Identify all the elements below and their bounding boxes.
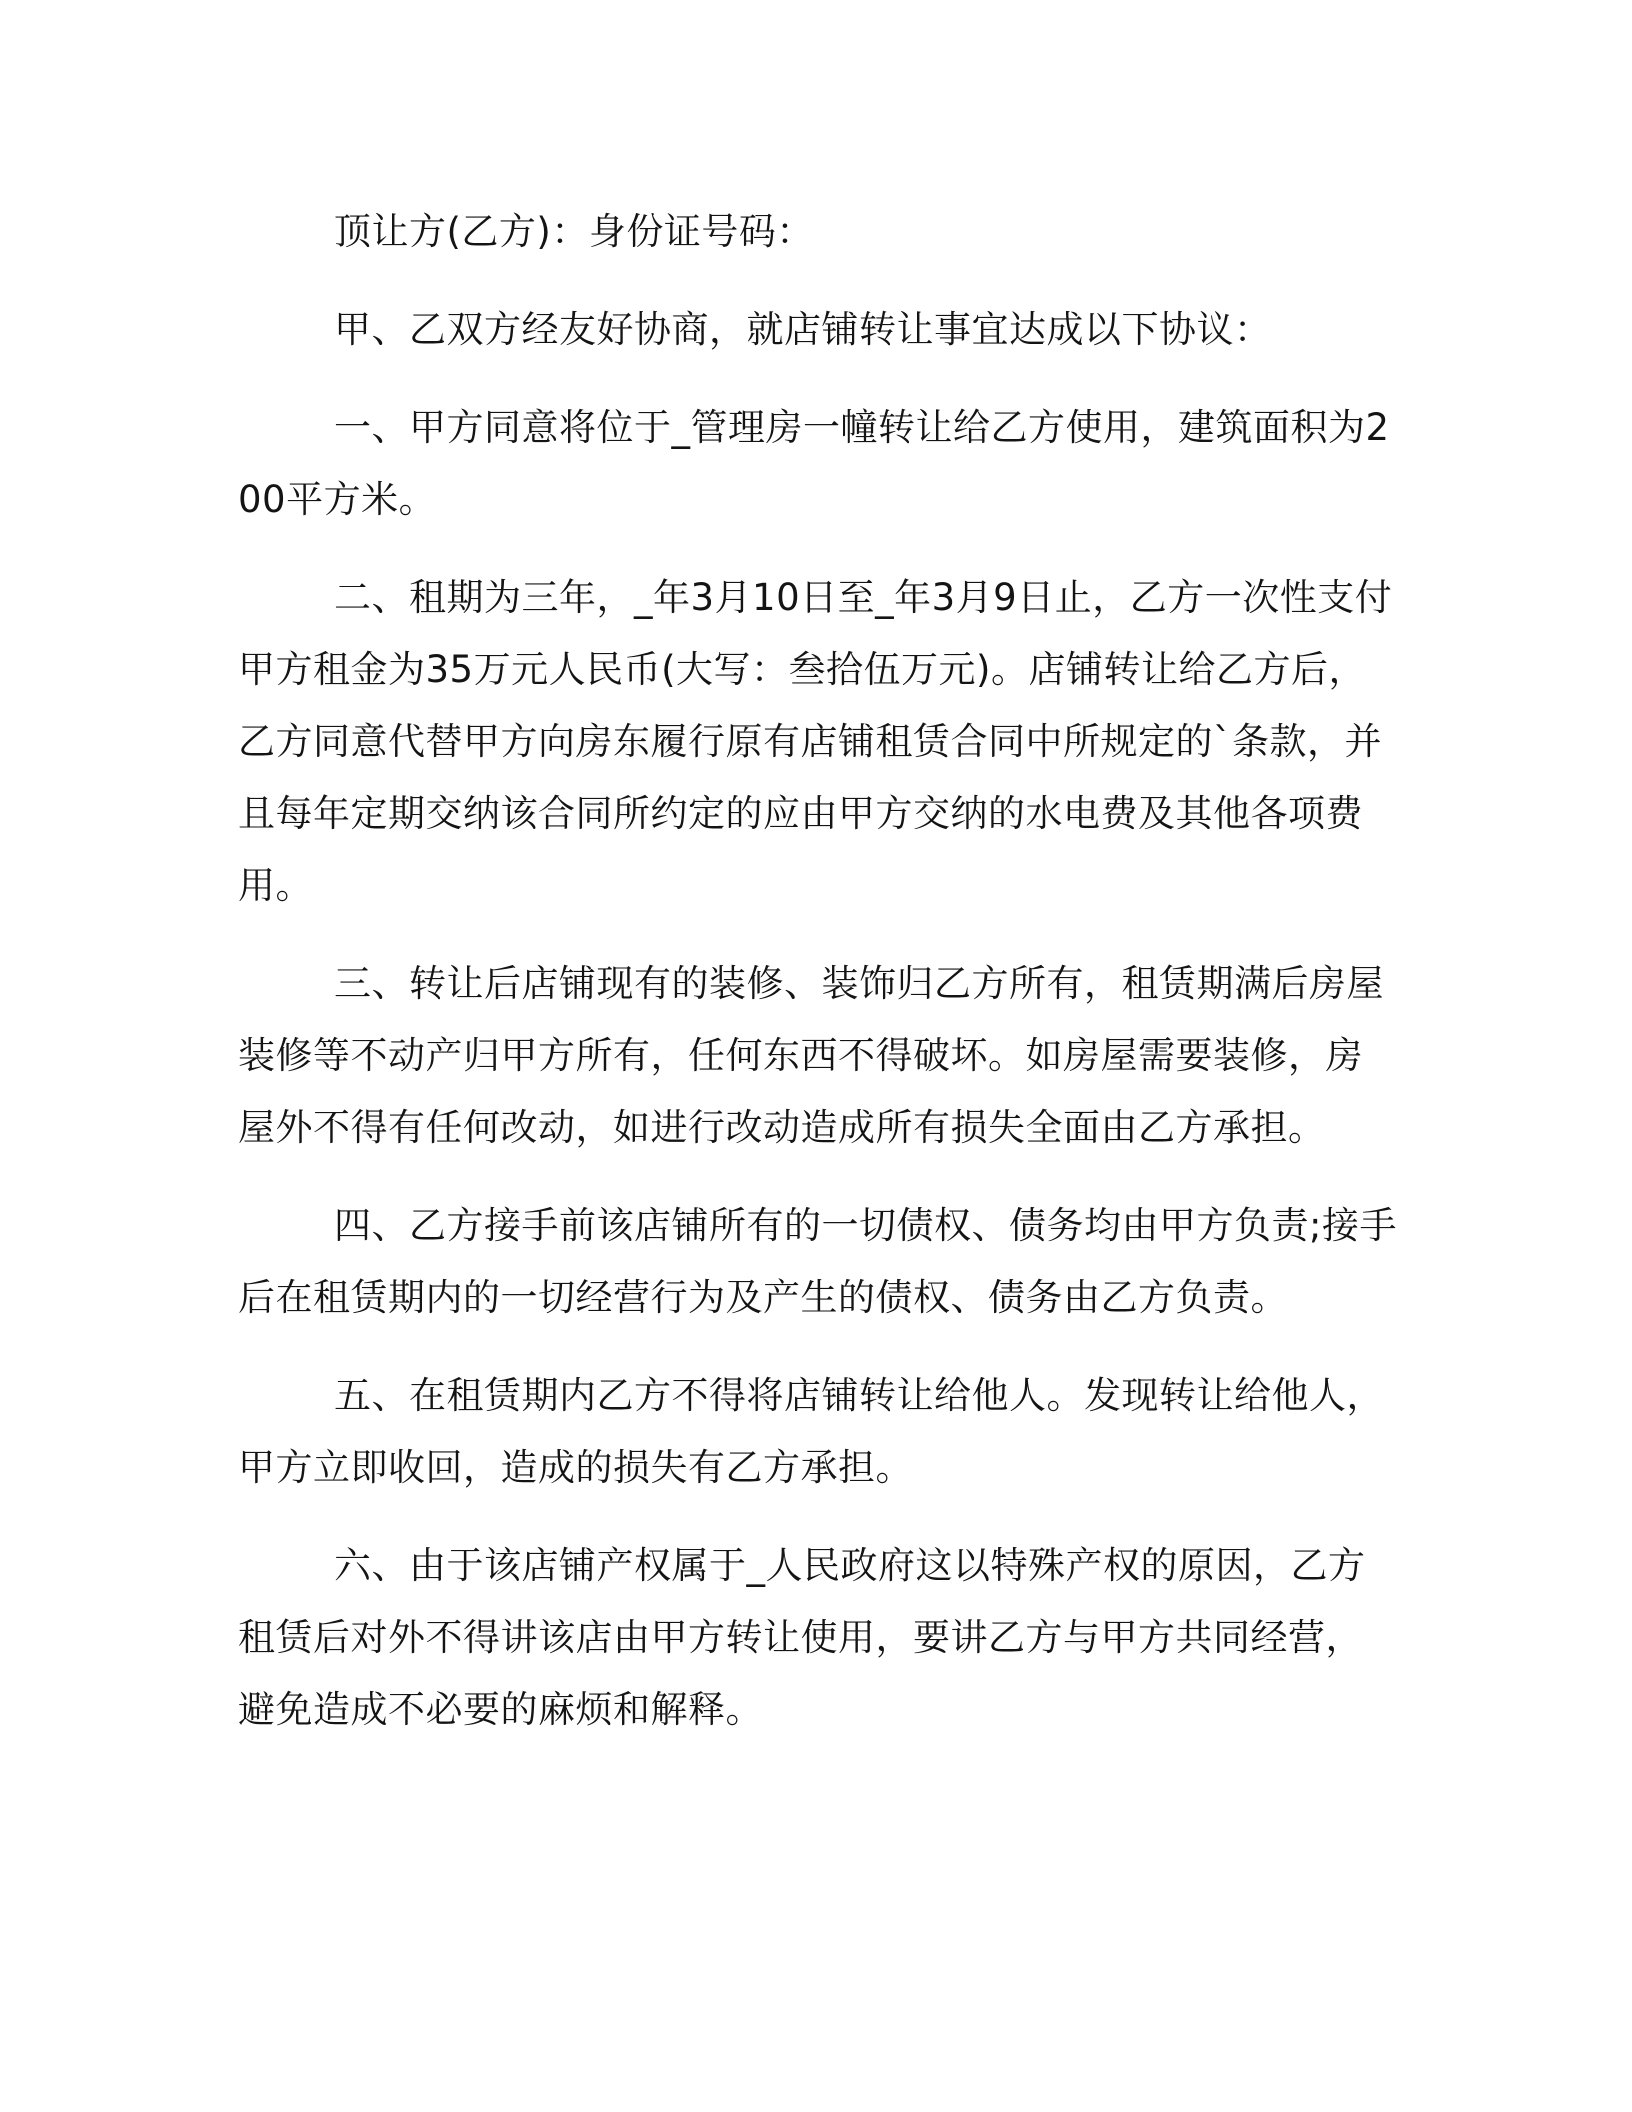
paragraph-clause-5: 五、在租赁期内乙方不得将店铺转让给他人。发现转让给他人，甲方立即收回，造成的损失有乙方承担。: [238, 1374, 1384, 1489]
paragraph-clause-1: 一、甲方同意将位于_管理房一幢转让给乙方使用，建筑面积为200平方米。: [238, 406, 1390, 521]
paragraph-clause-6: 六、由于该店铺产权属于_人民政府这以特殊产权的原因，乙方租赁后对外不得讲该店由甲方转让使用，要讲乙方与甲方共同经营，避免造成不必要的麻烦和解释。: [238, 1544, 1366, 1731]
paragraph-agreement-intro: 甲、乙双方经友好协商，就店铺转让事宜达成以下协议：: [334, 308, 1272, 351]
paragraph-clause-3: 三、转让后店铺现有的装修、装饰归乙方所有，租赁期满后房屋装修等不动产归甲方所有，任何东西不得破坏。如房屋需要装修，房屋外不得有任何改动，如进行改动造成所有损失全面由乙方承担。: [238, 962, 1384, 1149]
paragraph-clause-2: 二、租期为三年，_年3月10日至_年3月9日止，乙方一次性支付甲方租金为35万元人民币(大写：叁拾伍万元)。店铺转让给乙方后，乙方同意代替甲方向房东履行原有店铺租赁合同中所规定的`条款，并且每年定期交纳该合同所约定的应由甲方交纳的水电费及其他各项费用。: [238, 576, 1393, 907]
paragraph-transferee-info: 顶让方(乙方)：身份证号码：: [334, 210, 814, 253]
paragraph-clause-4: 四、乙方接手前该店铺所有的一切债权、债务均由甲方负责;接手后在租赁期内的一切经营行为及产生的债权、债务由乙方负责。: [238, 1204, 1397, 1319]
document-body: [238, 196, 1398, 1772]
